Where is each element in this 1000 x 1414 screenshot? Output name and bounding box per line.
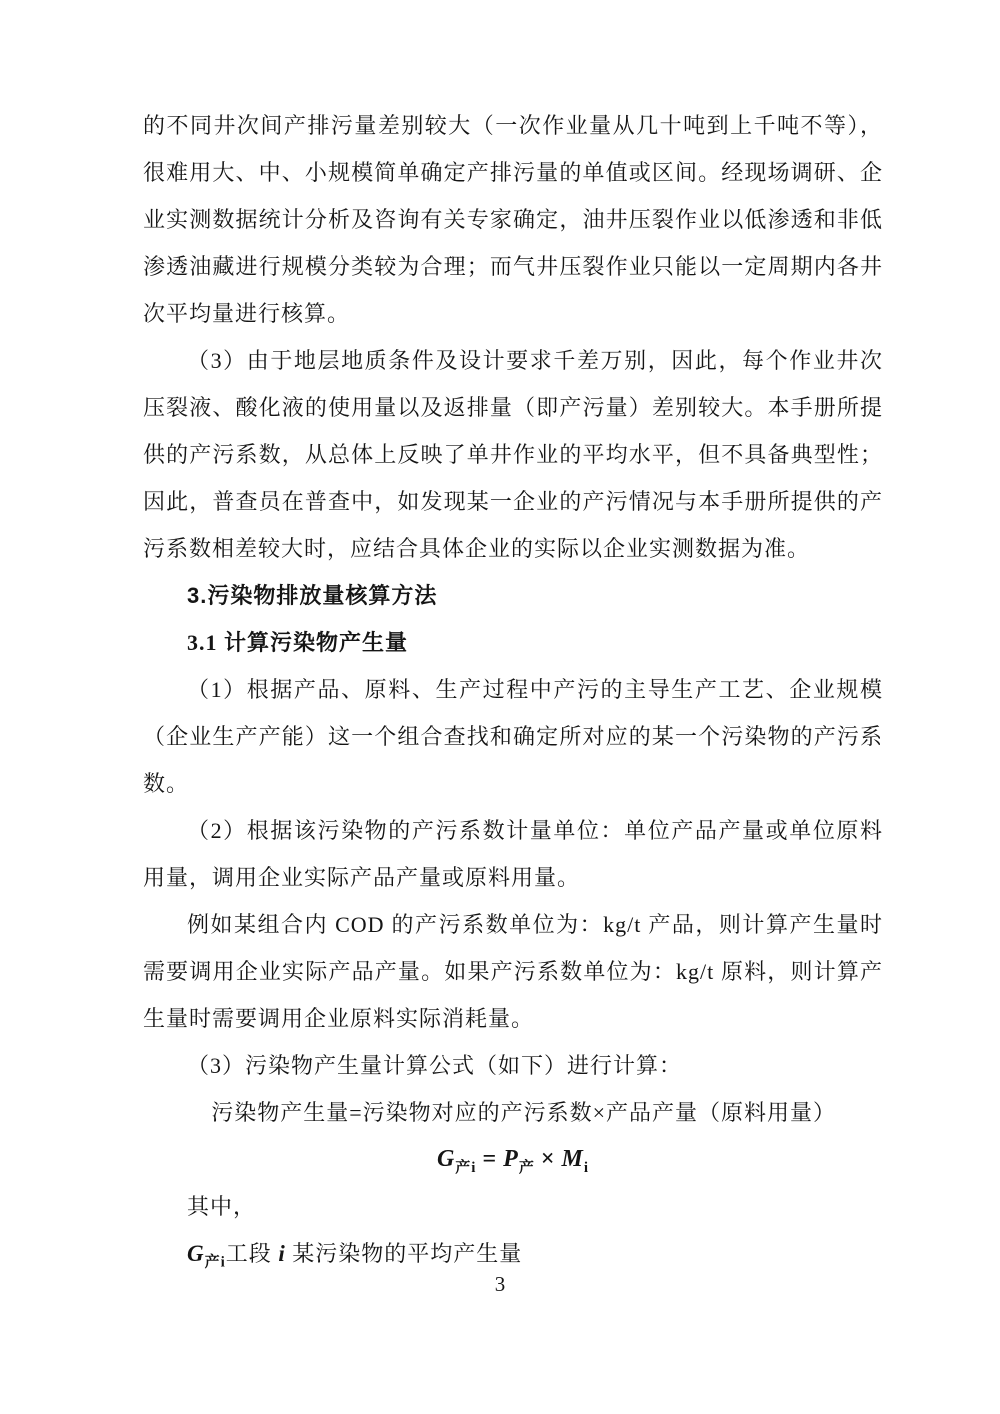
formula-lhs-variable: $G_{产i}$ bbox=[436, 1146, 477, 1176]
where-definition bbox=[143, 1230, 883, 1277]
where-definition-text-2: 某污染物的平均产生量 bbox=[285, 1241, 523, 1266]
section-heading-3-1: 3.1 计算污染物产生量 bbox=[187, 630, 409, 655]
paragraph-step-1: （1）根据产品、原料、生产过程中产污的主导生产工艺、企业规模（企业生产产能）这一个组合查找和确定所对应的某一个污染物的产污系数。 bbox=[143, 677, 883, 796]
multiply-sign: × bbox=[540, 1146, 556, 1172]
formula-quantity-variable: $M_i$ bbox=[561, 1146, 590, 1176]
paragraph-step-3: （3）污染物产生量计算公式（如下）进行计算： bbox=[187, 1053, 683, 1078]
var-i-symbol: i bbox=[278, 1241, 286, 1266]
paragraph-example: 例如某组合内 COD 的产污系数单位为：kg/t 产品，则计算产生量时需要调用企业实际产品产量。如果产污系数单位为：kg/t 原料，则计算产生量时需要调用企业原料实际消耗量。 bbox=[143, 912, 883, 1031]
formula-equation bbox=[143, 1136, 883, 1183]
paragraph-note-3: （3）由于地层地质条件及设计要求千差万别，因此，每个作业井次压裂液、酸化液的使用量以及返排量（即产污量）差别较大。本手册所提供的产污系数，从总体上反映了单井作业的平均水平，但不具备典型性；因此，普查员在普查中，如发现某一企业的产污情况与本手册所提供的产污系数相差较大时，应结合具体企业的实际以企业实测数据为准。 bbox=[143, 348, 883, 561]
section-heading-3: 3.污染物排放量核算方法 bbox=[187, 583, 438, 608]
formula-coefficient-variable: $P_产$ bbox=[503, 1146, 535, 1176]
document-body bbox=[143, 102, 883, 1277]
page-number: 3 bbox=[494, 1272, 506, 1296]
where-definition-text-1: 工段 bbox=[225, 1241, 279, 1266]
equals-sign: = bbox=[482, 1146, 498, 1172]
where-label: 其中， bbox=[187, 1194, 257, 1219]
var-g-symbol: $G_{产i}$ bbox=[187, 1241, 226, 1271]
formula-text-line: 污染物产生量=污染物对应的产污系数×产品产量（原料用量） bbox=[211, 1100, 837, 1125]
paragraph-continuation: 的不同井次间产排污量差别较大（一次作业量从几十吨到上千吨不等），很难用大、中、小规模简单确定产排污量的单值或区间。经现场调研、企业实测数据统计分析及咨询有关专家确定，油井压裂作业以低渗透和非低渗透油藏进行规模分类较为合理；而气井压裂作业只能以一定周期内各井次平均量进行核算。 bbox=[143, 113, 883, 326]
paragraph-step-2: （2）根据该污染物的产污系数计量单位：单位产品产量或单位原料用量，调用企业实际产品产量或原料用量。 bbox=[143, 818, 883, 890]
